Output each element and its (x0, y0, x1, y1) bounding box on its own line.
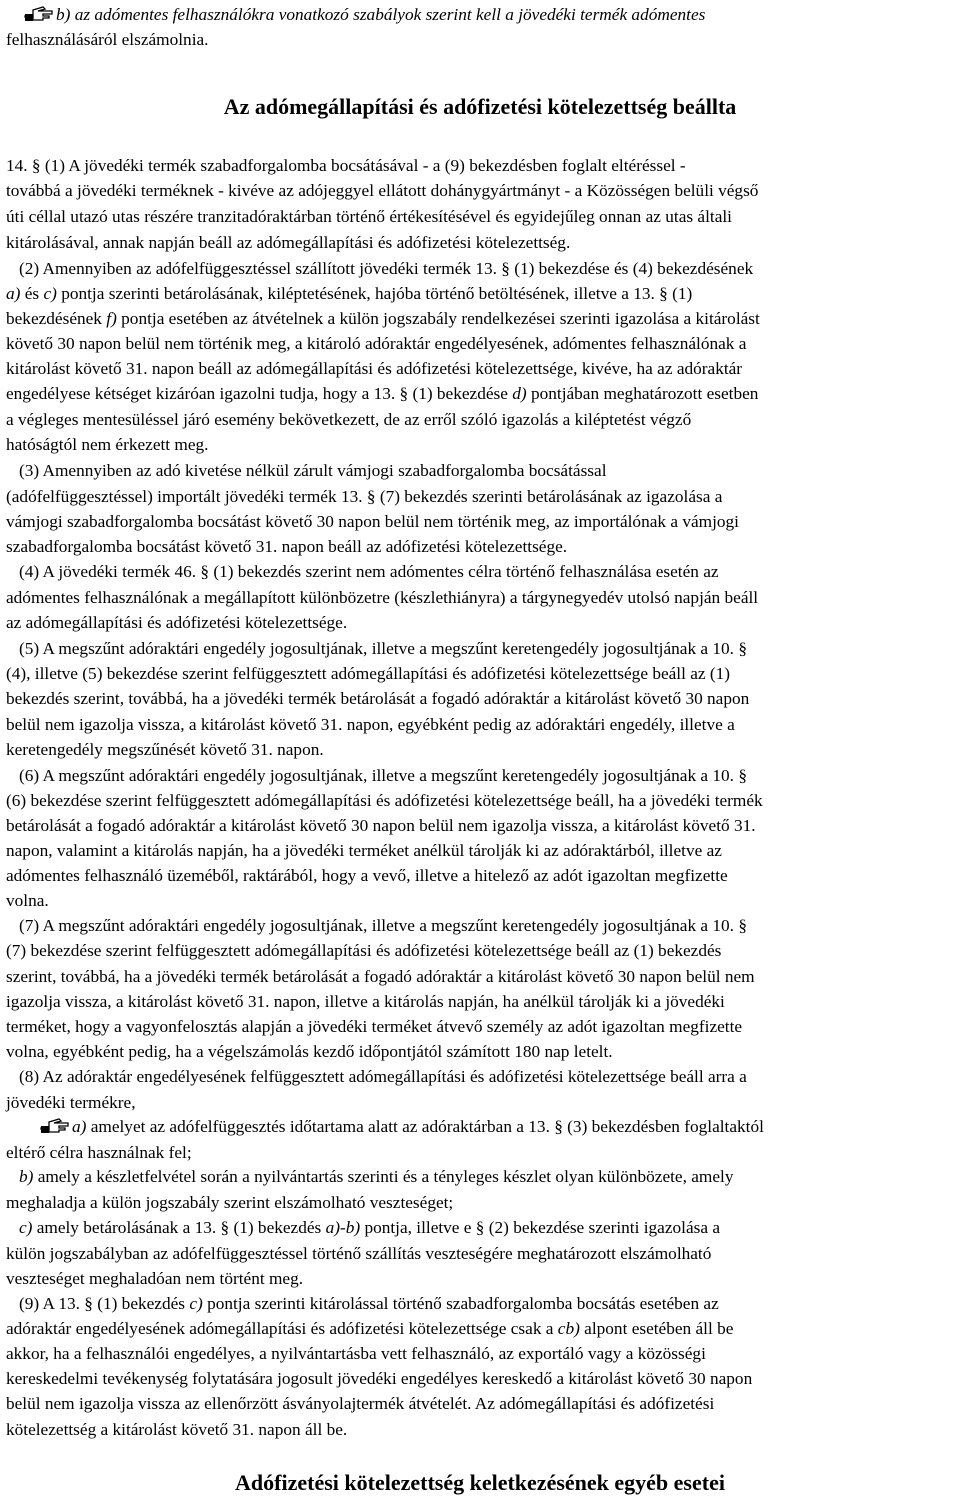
text-line (6, 180, 758, 204)
italic-ref: f) (106, 309, 117, 328)
text-line (6, 765, 747, 789)
text-span: (2) Amennyiben az adófelfüggesztéssel szállított jövedéki termék 13. § (1) bekezdése és (4) bekezdésének (6, 259, 754, 278)
text-span: keretengedély megszűnését követő 31. napon. (6, 740, 324, 759)
text-line (6, 790, 763, 814)
text-span: betárolását a fogadó adóraktár a kitárolást követő 30 napon belül nem igazolja vissza, a kitárolást követő 31. (6, 816, 756, 835)
text-line (6, 815, 756, 839)
text-line (6, 1419, 347, 1443)
text-line (6, 1217, 720, 1241)
text-line (6, 890, 49, 914)
text-line (6, 486, 722, 510)
text-span: és (20, 284, 44, 303)
text-line (6, 612, 347, 636)
text-line (6, 29, 208, 53)
text-line (6, 333, 746, 357)
text-span: terméket, hogy a vagyonfelosztás alapján a jövedéki terméket átvevő személy az adót igazoltan megfizette (6, 1017, 743, 1036)
text-span: volna. (6, 891, 49, 910)
text-span: amely a készletfelvétel során a nyilvántartás szerinti és a tényleges készlet olyan különbözete, amely (33, 1167, 734, 1186)
text-line (6, 358, 742, 382)
text-line (6, 991, 725, 1015)
text-line (6, 536, 567, 560)
text-span: a végleges mentesüléssel járó esemény bekövetkezett, de az erről szóló igazolás a kiléptetést végző (6, 410, 692, 429)
text-span: alpont esetében áll be (579, 1319, 734, 1338)
text-span: pontja szerinti betárolásának, kiléptetésének, hajóba történő betöltésének, illetve a 13. § (1) (56, 284, 693, 303)
text-line (6, 511, 739, 535)
text-span: kitárolást követő 31. napon beáll az adómegállapítási és adófizetési kötelezettsége, kivéve, ha az adóraktár (6, 359, 743, 378)
text-line (6, 232, 570, 256)
text-span: (7) bekezdése szerint felfüggesztett adómegállapítási és adófizetési kötelezettsége beáll az (1) bekezdés (6, 941, 722, 960)
text-line (6, 434, 209, 458)
italic-ref: a) (6, 284, 21, 303)
text-span: szerint, továbbá, ha a jövedéki termék betárolását a fogadó adóraktár a kitárolást követő 30 napon belül nem (6, 967, 755, 986)
text-span: engedélyese kétséget kizáróan igazolni tudja, hogy a 13. § (1) bekezdése (6, 384, 513, 403)
italic-ref: cb) (557, 1319, 580, 1338)
text-line (6, 383, 758, 407)
text-span (6, 1167, 19, 1186)
text-span: pontja, illetve e § (2) bekezdése szerinti igazolása a (360, 1218, 721, 1237)
text-line (6, 940, 721, 964)
text-span (6, 1218, 19, 1237)
text-line (6, 865, 728, 889)
text-span: (7) A megszűnt adóraktári engedély jogosultjának, illetve a megszűnt keretengedély jogosultjának a 10. § (6, 916, 747, 935)
pointing-hand-icon (24, 4, 54, 22)
text-line (6, 688, 749, 712)
text-line (6, 915, 747, 939)
text-line (6, 739, 324, 763)
text-span: veszteséget meghaladóan nem történt meg. (6, 1269, 304, 1288)
text-span: külön jogszabályban az adófelfüggesztéssel történő szállítás veszteségére meghatározott elszámolható (6, 1244, 712, 1263)
text-line (6, 409, 691, 433)
text-span: (adófelfüggesztéssel) importált jövedéki termék 13. § (7) bekezdés szerinti betárolásának az igazolása a (6, 487, 723, 506)
text-span: meghaladja a külön jogszabály szerint elszámolható veszteséget; (6, 1193, 454, 1212)
text-span: pontja esetében az átvételnek a külön jogszabály rendelkezései szerinti igazolása a kitárolást (116, 309, 760, 328)
text-line (6, 460, 607, 484)
text-span: 14. § (1) A jövedéki termék szabadforgalomba bocsátásával - a (9) bekezdésben foglalt eltéréssel - (6, 156, 686, 175)
text-span: belül nem igazolja vissza, a kitárolást követő 31. napon, egyébként pedig az adóraktári engedély, illetve a (6, 715, 735, 734)
text-line (6, 663, 730, 687)
italic-ref: b) az adómentes felhasználókra vonatkozó szabályok szerint kell a jövedéki termék adómentes (56, 5, 706, 24)
text-span: adómentes felhasználónak a megállapított különbözetre (készlethiányra) a tárgynegyedév utolsó napján beáll (6, 588, 759, 607)
text-span: (6) bekezdése szerint felfüggesztett adómegállapítási és adófizetési kötelezettsége beáll, ha a jövedéki termék (6, 791, 763, 810)
text-span: eltérő célra használnak fel; (6, 1143, 192, 1162)
text-span: bekezdés szerint, továbbá, ha a jövedéki termék betárolását a fogadó adóraktár a kitárolást követő 30 napon (6, 689, 750, 708)
text-line (6, 1368, 752, 1392)
text-span: pontjában meghatározott esetben (526, 384, 759, 403)
text-line (6, 206, 732, 230)
italic-ref: a) (72, 1117, 87, 1136)
text-span: bekezdésének (6, 309, 107, 328)
italic-ref: a)-b) (325, 1218, 361, 1237)
pointing-hand-icon (40, 1116, 70, 1134)
italic-ref: c) (189, 1294, 203, 1313)
text-span: pontja szerinti kitárolással történő szabadforgalomba bocsátás esetében az (202, 1294, 719, 1313)
text-span: amely betárolásának a 13. § (1) bekezdés (32, 1218, 326, 1237)
text-span: vámjogi szabadforgalomba bocsátást követő 30 napon belül nem történik meg, az importálónak a vámjogi (6, 512, 739, 531)
text-span: (9) A 13. § (1) bekezdés (6, 1294, 190, 1313)
text-span: (5) A megszűnt adóraktári engedély jogosultjának, illetve a megszűnt keretengedély jogosultjának a 10. § (6, 639, 747, 658)
section-heading: Adófizetési kötelezettség keletkezésének egyéb esetei (235, 1470, 725, 1495)
text-line (24, 4, 705, 28)
text-span: kereskedelmi tevékenység folytatására jogosult jövedéki engedélyes kereskedő a kitárolást követő 30 napon (6, 1369, 753, 1388)
text-line (6, 840, 722, 864)
text-span: felhasználásáról elszámolnia. (6, 30, 209, 49)
text-line (6, 1016, 742, 1040)
text-line (6, 714, 735, 738)
text-line (6, 1293, 719, 1317)
text-span: volna, egyébként pedig, ha a végelszámolás kezdő időpontjától számított 180 nap letelt. (6, 1042, 613, 1061)
text-line (6, 638, 747, 662)
text-span: amelyet az adófelfüggesztés időtartama alatt az adóraktárban a 13. § (3) bekezdésben foglaltaktól (86, 1117, 764, 1136)
text-span: belül nem igazolja vissza az ellenőrzött ásványolajtermék átvételét. Az adómegállapítási és adófizetési (6, 1394, 715, 1413)
text-span: (4), illetve (5) bekezdése szerint felfüggesztett adómegállapítási és adófizetési kötelezettsége beáll az (1) (6, 664, 731, 683)
text-span: igazolja vissza, a kitárolást követő 31. napon, illetve a kitárolás napján, ha anélkül tárolják ki a jövedéki (6, 992, 725, 1011)
text-line (6, 1343, 706, 1367)
text-span: szabadforgalomba bocsátást követő 31. napon beáll az adófizetési kötelezettsége. (6, 537, 568, 556)
text-line (6, 587, 758, 611)
text-span: (3) Amennyiben az adó kivetése nélkül zárult vámjogi szabadforgalomba bocsátással (6, 461, 607, 480)
text-line (6, 283, 692, 307)
text-span: követő 30 napon belül nem történik meg, a kitároló adóraktár engedélyesének, adómentes felhasználónak a (6, 334, 747, 353)
italic-ref: c) (43, 284, 57, 303)
text-line (6, 308, 760, 332)
text-span: jövedéki termékre, (6, 1093, 136, 1112)
text-line (6, 258, 753, 282)
text-line (6, 561, 719, 585)
text-span: az adómegállapítási és adófizetési kötelezettsége. (6, 613, 348, 632)
section-heading: Az adómegállapítási és adófizetési kötelezettség beállta (223, 94, 737, 119)
text-line (6, 1192, 453, 1216)
text-span: (8) Az adóraktár engedélyesének felfüggesztett adómegállapítási és adófizetési kötelezettsége beáll arra a (6, 1067, 747, 1086)
text-span: úti céllal utazó utas részére tranzitadóraktárban történő értékesítésével és egyidejűleg onnan az utas általi (6, 207, 732, 226)
text-span: napon, valamint a kitárolás napján, ha a jövedéki terméket anélkül tárolják ki az adóraktárból, illetve az (6, 841, 722, 860)
text-line (6, 1041, 613, 1065)
text-line (6, 155, 686, 179)
text-line (6, 1092, 136, 1116)
text-span: kötelezettség a kitárolást követő 31. napon áll be. (6, 1420, 348, 1439)
italic-ref: b) (18, 1167, 34, 1186)
italic-ref: c) (18, 1218, 33, 1237)
text-line (6, 1166, 733, 1190)
text-span: hatóságtól nem érkezett meg. (6, 435, 209, 454)
text-line (6, 1268, 303, 1292)
text-line (6, 1318, 733, 1342)
text-line (6, 1066, 747, 1090)
text-span: akkor, ha a felhasználói engedélyes, a nyilvántartásba vett felhasználó, az exportáló vagy a közösségi (6, 1344, 706, 1363)
text-line (6, 966, 755, 990)
text-span: továbbá a jövedéki terméknek - kivéve az adójeggyel ellátott dohánygyártmányt - a Közösségen belüli végső (6, 181, 759, 200)
italic-ref: d) (512, 384, 527, 403)
text-span: (6) A megszűnt adóraktári engedély jogosultjának, illetve a megszűnt keretengedély jogosultjának a 10. § (6, 766, 747, 785)
text-line (6, 1142, 192, 1166)
text-span: (4) A jövedéki termék 46. § (1) bekezdés szerint nem adómentes célra történő felhasználása esetén az (6, 562, 719, 581)
text-span: adómentes felhasználó üzeméből, raktárából, hogy a vevő, illetve a hitelező az adót igazoltan megfizette (6, 866, 728, 885)
text-span: adóraktár engedélyesének adómegállapítási és adófizetési kötelezettsége csak a (6, 1319, 558, 1338)
text-line (6, 1243, 711, 1267)
text-line (40, 1116, 764, 1140)
text-span: kitárolásával, annak napján beáll az adómegállapítási és adófizetési kötelezettség. (6, 233, 571, 252)
text-line (6, 1393, 714, 1417)
